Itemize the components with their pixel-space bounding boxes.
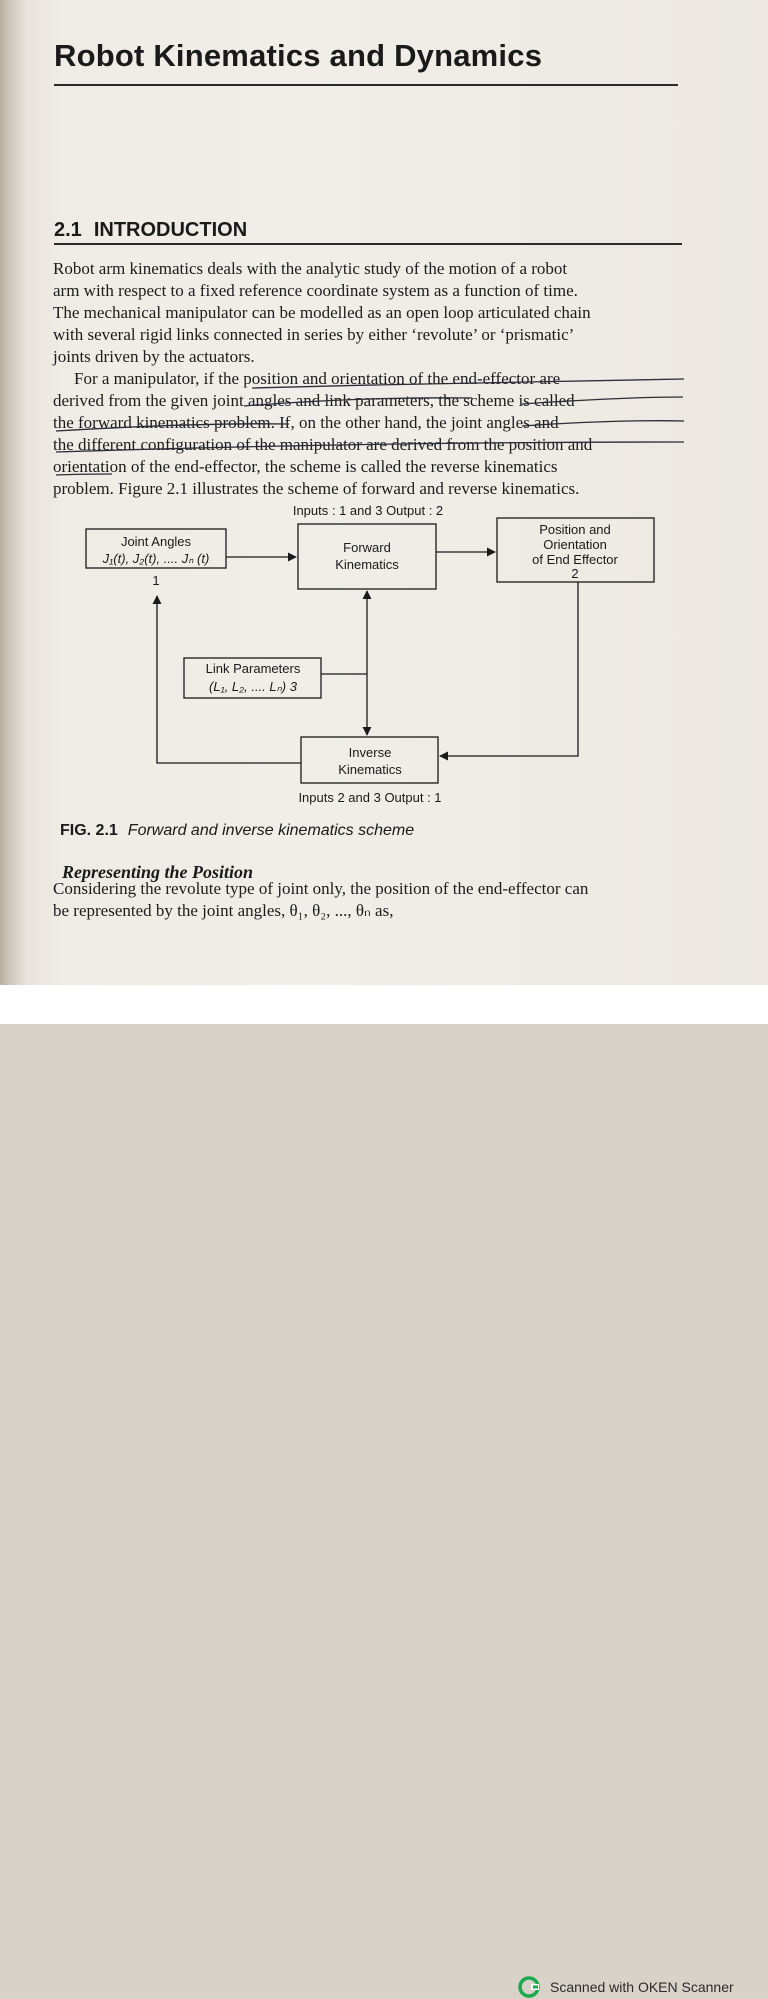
pen-underlines xyxy=(56,379,684,475)
body-line: problem. Figure 2.1 illustrates the scheme of forward and reverse kinematics. xyxy=(53,479,580,498)
body-line: Considering the revolute type of joint only, the position of the end-effector can xyxy=(53,879,589,898)
scanner-label: Scanned with OKEN Scanner xyxy=(550,1979,734,1995)
body-line: be represented by the joint angles, θ₁, θ₂, ..., θₙ as, xyxy=(53,901,394,920)
inverse-subtitle: Kinematics xyxy=(338,762,402,777)
subsection-heading: Representing the Position xyxy=(62,862,254,882)
position-line3: of End Effector xyxy=(532,552,618,567)
body-line: Robot arm kinematics deals with the analytic study of the motion of a robot xyxy=(53,259,568,278)
position-number: 2 xyxy=(571,566,579,581)
oken-scanner-logo-icon xyxy=(518,1976,540,1998)
link-parameters-title: Link Parameters xyxy=(205,661,301,676)
position-line2: Orientation xyxy=(543,537,607,552)
body-line: the different configuration of the manipulator are derived from the position and xyxy=(53,435,593,454)
chapter-title: Robot Kinematics and Dynamics xyxy=(54,38,543,73)
joint-angles-functions: J₁(t), J₂(t), .... Jₙ (t) xyxy=(102,551,210,566)
forward-subtitle: Kinematics xyxy=(335,557,399,572)
position-orientation-box xyxy=(497,518,654,582)
link-parameters-box xyxy=(184,658,321,698)
body-line: arm with respect to a fixed reference coordinate system as a function of time. xyxy=(53,281,578,300)
position-line1: Position and xyxy=(539,522,611,537)
body-line: For a manipulator, if the position and orientation of the end-effector are xyxy=(74,369,561,388)
figure-number: FIG. 2.1 xyxy=(60,822,118,839)
joint-angles-box xyxy=(86,529,226,588)
body-line: with several rigid links connected in series by either ‘revolute’ or ‘prismatic’ xyxy=(53,325,575,344)
body-line: The mechanical manipulator can be modelled as an open loop articulated chain xyxy=(53,303,591,322)
scanner-watermark xyxy=(518,1975,734,1999)
joint-angles-number: 1 xyxy=(152,573,160,588)
paragraph-position xyxy=(53,878,693,922)
figure-caption xyxy=(60,822,414,840)
diagram-top-label: Inputs : 1 and 3 Output : 2 xyxy=(292,503,444,518)
figure-caption-text: Forward and inverse kinematics scheme xyxy=(127,822,415,839)
inverse-title: Inverse xyxy=(348,745,392,760)
forward-title: Forward xyxy=(343,540,391,555)
arrow-position-to-inverse xyxy=(440,582,578,756)
inverse-kinematics-box xyxy=(301,737,438,783)
section-number: 2.1 xyxy=(54,219,82,241)
joint-angles-title: Joint Angles xyxy=(120,534,192,549)
forward-kinematics-box xyxy=(298,524,436,589)
diagram-bottom-label: Inputs 2 and 3 Output : 1 xyxy=(298,790,442,805)
body-line: the forward kinematics problem. If, on the other hand, the joint angles and xyxy=(53,413,559,432)
scanner-footer xyxy=(0,985,768,1995)
link-parameters-values: (L₁, L₂, .... Lₙ) 3 xyxy=(209,679,297,694)
scanned-page xyxy=(0,0,768,985)
body-line: joints driven by the actuators. xyxy=(53,347,255,366)
body-line: derived from the given joint angles and link parameters, the scheme is called xyxy=(53,391,575,410)
section-title: INTRODUCTION xyxy=(93,219,248,241)
body-line: orientation of the end-effector, the scheme is called the reverse kinematics xyxy=(53,457,558,476)
